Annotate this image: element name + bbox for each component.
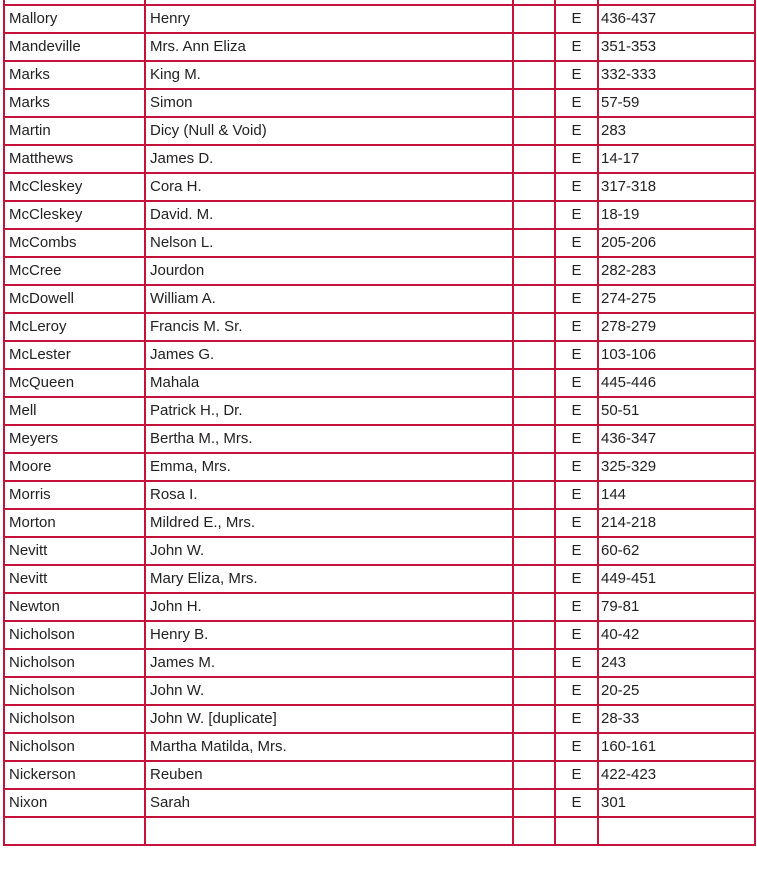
record-type-cell: E — [555, 537, 598, 565]
table-row — [4, 817, 755, 845]
page-range-cell: 50-51 — [598, 397, 755, 425]
given-name-cell: Bertha M., Mrs. — [145, 425, 513, 453]
record-type-cell: E — [555, 341, 598, 369]
surname-cell: McCleskey — [4, 201, 145, 229]
surname-cell: McCombs — [4, 229, 145, 257]
page-range-cell: 103-106 — [598, 341, 755, 369]
page-range-cell: 332-333 — [598, 61, 755, 89]
blank-cell — [513, 173, 555, 201]
given-name-cell: Mary Eliza, Mrs. — [145, 565, 513, 593]
blank-cell — [513, 565, 555, 593]
given-name-cell — [145, 817, 513, 845]
table-row — [4, 369, 755, 397]
record-type-cell: E — [555, 677, 598, 705]
page-range-cell: 325-329 — [598, 453, 755, 481]
page-range-cell: 449-451 — [598, 565, 755, 593]
table-row — [4, 89, 755, 117]
surname-cell: Nicholson — [4, 677, 145, 705]
blank-cell — [513, 481, 555, 509]
given-name-cell: John W. [duplicate] — [145, 705, 513, 733]
table-row — [4, 509, 755, 537]
page-range-cell: 20-25 — [598, 677, 755, 705]
given-name-cell: Martha Matilda, Mrs. — [145, 733, 513, 761]
page-range-cell: 205-206 — [598, 229, 755, 257]
page-range-cell: 282-283 — [598, 257, 755, 285]
given-name-cell: Mrs. Ann Eliza — [145, 33, 513, 61]
table-row — [4, 397, 755, 425]
record-type-cell: E — [555, 285, 598, 313]
given-name-cell: James M. — [145, 649, 513, 677]
page-range-cell: 301 — [598, 789, 755, 817]
record-type-cell: E — [555, 397, 598, 425]
surname-cell: Meyers — [4, 425, 145, 453]
surname-cell: Nevitt — [4, 565, 145, 593]
table-row — [4, 257, 755, 285]
given-name-cell: Emma, Mrs. — [145, 453, 513, 481]
record-type-cell: E — [555, 229, 598, 257]
record-type-cell — [555, 817, 598, 845]
blank-cell — [513, 817, 555, 845]
page-range-cell: 436-437 — [598, 5, 755, 33]
index-table — [3, 0, 756, 846]
page-range-cell: 28-33 — [598, 705, 755, 733]
surname-cell: McLeroy — [4, 313, 145, 341]
table-row — [4, 593, 755, 621]
surname-cell: Nicholson — [4, 649, 145, 677]
blank-cell — [513, 453, 555, 481]
page-range-cell: 422-423 — [598, 761, 755, 789]
table-row — [4, 313, 755, 341]
given-name-cell: David. M. — [145, 201, 513, 229]
record-type-cell: E — [555, 117, 598, 145]
page-range-cell: 243 — [598, 649, 755, 677]
record-type-cell: E — [555, 5, 598, 33]
page-range-cell: 317-318 — [598, 173, 755, 201]
surname-cell — [4, 817, 145, 845]
surname-cell: Marks — [4, 61, 145, 89]
surname-cell: McCleskey — [4, 173, 145, 201]
surname-cell: Nevitt — [4, 537, 145, 565]
table-row — [4, 425, 755, 453]
table-row — [4, 229, 755, 257]
page-range-cell: 79-81 — [598, 593, 755, 621]
table-row — [4, 761, 755, 789]
blank-cell — [513, 5, 555, 33]
blank-cell — [513, 201, 555, 229]
record-type-cell: E — [555, 761, 598, 789]
table-row — [4, 33, 755, 61]
record-type-cell: E — [555, 481, 598, 509]
page-range-cell: 14-17 — [598, 145, 755, 173]
surname-cell: Mell — [4, 397, 145, 425]
given-name-cell: Mildred E., Mrs. — [145, 509, 513, 537]
blank-cell — [513, 397, 555, 425]
page-range-cell — [598, 817, 755, 845]
given-name-cell: James D. — [145, 145, 513, 173]
surname-cell: McCree — [4, 257, 145, 285]
blank-cell — [513, 425, 555, 453]
record-type-cell: E — [555, 257, 598, 285]
given-name-cell: Henry — [145, 5, 513, 33]
record-type-cell: E — [555, 565, 598, 593]
given-name-cell: William A. — [145, 285, 513, 313]
given-name-cell: John H. — [145, 593, 513, 621]
surname-cell: Mandeville — [4, 33, 145, 61]
record-type-cell: E — [555, 649, 598, 677]
given-name-cell: John W. — [145, 537, 513, 565]
table-row — [4, 649, 755, 677]
given-name-cell: Mahala — [145, 369, 513, 397]
given-name-cell: Patrick H., Dr. — [145, 397, 513, 425]
surname-cell: Morton — [4, 509, 145, 537]
given-name-cell: King M. — [145, 61, 513, 89]
record-type-cell: E — [555, 453, 598, 481]
page-range-cell: 445-446 — [598, 369, 755, 397]
blank-cell — [513, 705, 555, 733]
record-type-cell: E — [555, 201, 598, 229]
table-row — [4, 789, 755, 817]
page-range-cell: 214-218 — [598, 509, 755, 537]
table-row — [4, 341, 755, 369]
surname-cell: Marks — [4, 89, 145, 117]
surname-cell: Martin — [4, 117, 145, 145]
blank-cell — [513, 145, 555, 173]
blank-cell — [513, 285, 555, 313]
table-row — [4, 565, 755, 593]
table-row — [4, 733, 755, 761]
page-range-cell: 57-59 — [598, 89, 755, 117]
page-range-cell: 160-161 — [598, 733, 755, 761]
page-range-cell: 283 — [598, 117, 755, 145]
table-row — [4, 481, 755, 509]
record-type-cell: E — [555, 145, 598, 173]
given-name-cell: Jourdon — [145, 257, 513, 285]
surname-cell: Newton — [4, 593, 145, 621]
given-name-cell: Francis M. Sr. — [145, 313, 513, 341]
blank-cell — [513, 537, 555, 565]
record-type-cell: E — [555, 89, 598, 117]
blank-cell — [513, 509, 555, 537]
surname-cell: Nicholson — [4, 705, 145, 733]
blank-cell — [513, 677, 555, 705]
blank-cell — [513, 621, 555, 649]
surname-cell: McQueen — [4, 369, 145, 397]
page-range-cell: 18-19 — [598, 201, 755, 229]
record-type-cell: E — [555, 789, 598, 817]
blank-cell — [513, 593, 555, 621]
record-type-cell: E — [555, 621, 598, 649]
given-name-cell: Henry B. — [145, 621, 513, 649]
page-range-cell: 144 — [598, 481, 755, 509]
blank-cell — [513, 761, 555, 789]
surname-cell: Nicholson — [4, 621, 145, 649]
table-row — [4, 705, 755, 733]
surname-cell: Moore — [4, 453, 145, 481]
table-row — [4, 173, 755, 201]
given-name-cell: John W. — [145, 677, 513, 705]
given-name-cell: Sarah — [145, 789, 513, 817]
blank-cell — [513, 61, 555, 89]
blank-cell — [513, 229, 555, 257]
page-range-cell: 274-275 — [598, 285, 755, 313]
blank-cell — [513, 117, 555, 145]
table-row — [4, 677, 755, 705]
record-type-cell: E — [555, 509, 598, 537]
given-name-cell: Cora H. — [145, 173, 513, 201]
index-table-container — [3, 0, 754, 846]
table-row — [4, 117, 755, 145]
blank-cell — [513, 313, 555, 341]
given-name-cell: Nelson L. — [145, 229, 513, 257]
table-row — [4, 61, 755, 89]
page-range-cell: 60-62 — [598, 537, 755, 565]
record-type-cell: E — [555, 33, 598, 61]
page-range-cell: 351-353 — [598, 33, 755, 61]
surname-cell: Nixon — [4, 789, 145, 817]
given-name-cell: Rosa I. — [145, 481, 513, 509]
blank-cell — [513, 369, 555, 397]
table-row — [4, 145, 755, 173]
record-type-cell: E — [555, 173, 598, 201]
record-type-cell: E — [555, 705, 598, 733]
record-type-cell: E — [555, 425, 598, 453]
table-row — [4, 621, 755, 649]
surname-cell: McDowell — [4, 285, 145, 313]
page-range-cell: 278-279 — [598, 313, 755, 341]
record-type-cell: E — [555, 369, 598, 397]
surname-cell: Morris — [4, 481, 145, 509]
given-name-cell: Simon — [145, 89, 513, 117]
given-name-cell: Dicy (Null & Void) — [145, 117, 513, 145]
blank-cell — [513, 341, 555, 369]
blank-cell — [513, 789, 555, 817]
given-name-cell: James G. — [145, 341, 513, 369]
record-type-cell: E — [555, 61, 598, 89]
surname-cell: Matthews — [4, 145, 145, 173]
surname-cell: Nicholson — [4, 733, 145, 761]
page-range-cell: 436-347 — [598, 425, 755, 453]
table-row — [4, 537, 755, 565]
given-name-cell: Reuben — [145, 761, 513, 789]
blank-cell — [513, 649, 555, 677]
blank-cell — [513, 733, 555, 761]
table-row — [4, 285, 755, 313]
table-row — [4, 201, 755, 229]
table-row — [4, 5, 755, 33]
index-table-body — [4, 0, 755, 845]
blank-cell — [513, 257, 555, 285]
table-row — [4, 453, 755, 481]
record-type-cell: E — [555, 733, 598, 761]
surname-cell: McLester — [4, 341, 145, 369]
surname-cell: Mallory — [4, 5, 145, 33]
page-range-cell: 40-42 — [598, 621, 755, 649]
record-type-cell: E — [555, 313, 598, 341]
record-type-cell: E — [555, 593, 598, 621]
blank-cell — [513, 33, 555, 61]
surname-cell: Nickerson — [4, 761, 145, 789]
blank-cell — [513, 89, 555, 117]
